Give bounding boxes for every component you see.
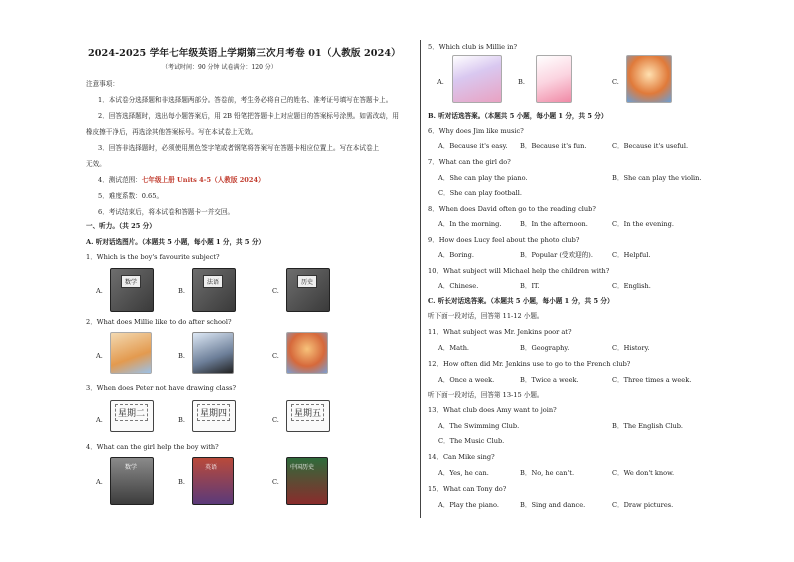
book-label: 历史 [297,275,317,288]
option-label: A. [96,352,103,360]
note-6: 6．考试结束后，将本试卷和答题卡一并交回。 [98,208,235,216]
option-label: C. [272,352,279,360]
note-5: 5．难度系数：0.65。 [98,192,164,200]
option-label: C. [612,78,619,86]
math-book-image [110,268,154,312]
option-label: B. [178,352,185,360]
answer-option: C．We don't know. [612,469,675,477]
exam-info: （考试时间：90 分钟 试卷满分：120 分） [162,64,277,71]
answer-option: B．Because it's fun. [520,142,587,150]
answer-option: C．Three times a week. [612,376,692,384]
answer-option: A．Chinese. [438,282,479,290]
answer-option: A．Yes, he can. [438,469,489,477]
cover-label: 英语 [205,464,218,471]
question-12: 12．How often did Mr. Jenkins use to go to the French club? [428,360,631,368]
dialogue-intro: 听下面一段对话，回答第 11-12 小题。 [428,312,544,320]
math-textbook-cover [110,457,154,505]
part-a-heading: A. 听对话选图片。（本题共 5 小题，每小题 1 分，共 5 分） [86,238,266,246]
question-8: 8．When does David often go to the reading club? [428,205,596,213]
note-3-cont: 无效。 [86,160,106,168]
question-2: 2．What does Millie like to do after school? [86,318,232,326]
answer-option: C．Draw pictures. [612,501,674,509]
question-11: 11．What subject was Mr. Jenkins poor at? [428,328,572,336]
volleyball-girl-image [110,332,152,374]
option-label: B. [178,478,185,486]
question-3: 3．When does Peter not have drawing class? [86,384,236,392]
piano-image [192,332,234,374]
answer-option: B．In the afternoon. [520,220,588,228]
option-label: B. [178,287,185,295]
question-14: 14．Can Mike sing? [428,453,495,461]
answer-option: B．Twice a week. [520,376,579,384]
notes-heading: 注意事项： [86,80,119,88]
part-b-heading: B. 听对话选答案。（本题共 5 小题，每小题 1 分，共 5 分） [428,112,608,120]
question-13: 13．What club does Amy want to join? [428,406,557,414]
question-15: 15．What can Tony do? [428,485,507,493]
column-divider [420,40,421,518]
tuesday-card [110,400,154,432]
note-1: 1．本试卷分选择题和非选择题两部分。答卷前，考生务必将自己的姓名、准考证号填写在答题卡上。 [98,96,393,104]
answer-option: A．The Swimming Club. [438,422,520,430]
part-c-heading: C. 听长对话选答案。（本题共 5 小题，每小题 1 分，共 5 分） [428,297,614,305]
dialogue-intro: 听下面一段对话，回答第 13-15 小题。 [428,391,544,399]
friday-card [286,400,330,432]
reading-boy-image [286,332,328,374]
cover-label: 数学 [125,464,138,471]
note-2: 2．回答选择题时，选出每小题答案后，用 2B 铅笔把答题卡上对应题目的答案标号涂黑。如需改动，用 [98,112,399,120]
option-label: A. [96,287,103,295]
option-label: B. [178,416,185,424]
dancing-girl-image [536,55,572,103]
note-3: 3．回答非选择题时，必须使用黑色签字笔或者钢笔将答案写在答题卡相应位置上。写在本试卷上 [98,144,380,152]
option-label: C. [272,287,279,295]
option-label: C. [272,416,279,424]
answer-option: C．She can play football. [438,189,522,197]
answer-option: C．English. [612,282,651,290]
option-label: A. [96,416,103,424]
question-9: 9．How does Lucy feel about the photo club? [428,236,580,244]
group-kids-image [452,55,502,103]
option-label: A. [96,478,103,486]
day-label: 星期二 [115,404,148,421]
option-label: B. [518,78,525,86]
option-label: A. [437,78,444,86]
answer-option: B．She can play the violin. [612,174,702,182]
english-textbook-cover [192,457,234,505]
day-label: 星期五 [291,404,324,421]
answer-option: C．History. [612,344,650,352]
note-4-scope: 七年级上册 Units 4-5（人教版 2024） [141,176,265,184]
question-4: 4．What can the girl help the boy with? [86,443,219,451]
section-heading: 一、听力。（共 25 分） [86,222,156,230]
book-label: 法语 [203,275,223,288]
answer-option: A．She can play the piano. [438,174,528,182]
question-6: 6．Why does Jim like music? [428,127,524,135]
page-title: 2024-2025 学年七年级英语上学期第三次月考卷 01（人教版 2024） [88,48,401,59]
history-textbook-cover [286,457,328,505]
history-book-image [286,268,330,312]
answer-option: C．Because it's useful. [612,142,689,150]
day-label: 星期四 [197,404,230,421]
answer-option: A．Math. [438,344,470,352]
note-4 [98,176,265,184]
note-2-cont: 橡皮擦干净后，再选涂其他答案标号。写在本试卷上无效。 [86,128,258,136]
answer-option: A．Boring. [438,251,474,259]
answer-option: A．Because it's easy. [438,142,508,150]
answer-option: B．No, he can't. [520,469,575,477]
answer-option: B．Popular (受欢迎的). [520,251,593,259]
answer-option: A．Play the piano. [438,501,500,509]
question-1: 1．Which is the boy's favourite subject? [86,253,220,261]
answer-option: C．Helpful. [612,251,651,259]
answer-option: A．Once a week. [438,376,495,384]
thursday-card [192,400,236,432]
question-7: 7．What can the girl do? [428,158,511,166]
answer-option: B．Sing and dance. [520,501,586,509]
option-label: C. [272,478,279,486]
book-label: 数学 [121,275,141,288]
answer-option: B．IT. [520,282,540,290]
answer-option: A．In the morning. [438,220,502,228]
question-10: 10．What subject will Michael help the children with? [428,267,610,275]
answer-option: B．The English Club. [612,422,684,430]
note-4-label: 4．测试范围： [98,176,142,184]
question-5: 5．Which club is Millie in? [428,43,517,51]
answer-option: B．Geography. [520,344,570,352]
answer-option: C．The Music Club. [438,437,505,445]
ping-pong-girl-image [626,55,672,103]
cover-label: 中国历史 [290,464,315,471]
french-book-image [192,268,236,312]
answer-option: C．In the evening. [612,220,674,228]
